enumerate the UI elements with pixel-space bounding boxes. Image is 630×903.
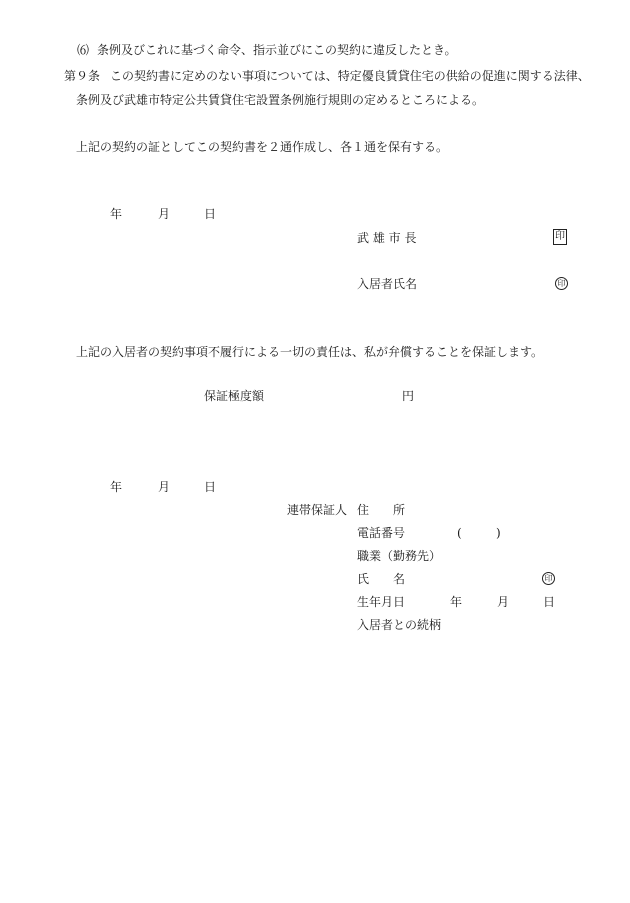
- guarantor-occupation-label: 職業（勤務先）: [357, 549, 442, 563]
- guarantor-birth-month: 月: [497, 595, 510, 609]
- guarantor-seal-mark: 印: [542, 572, 555, 585]
- guarantor-birth-year: 年: [450, 595, 463, 609]
- guarantor-relation-label: 入居者との続柄: [357, 618, 442, 632]
- article-line-1: この契約書に定めのない事項については、特定優良賃貸住宅の供給の促進に関する法律、: [110, 69, 590, 83]
- date2-year-label: 年: [110, 480, 123, 494]
- guarantor-title: 連帯保証人: [287, 503, 348, 517]
- clause-item-number: ⑹: [77, 43, 90, 57]
- guarantor-address-label: 住 所: [357, 503, 406, 517]
- guarantor-name-label: 氏 名: [357, 572, 406, 586]
- article-line-2: 条例及び武雄市特定公共賃貸住宅設置条例施行規則の定めるところによる。: [76, 93, 485, 107]
- clause-item-text: 条例及びこれに基づく命令、指示並びにこの契約に違反したとき。: [97, 43, 457, 57]
- guarantor-birth-day: 日: [543, 595, 556, 609]
- proof-statement: 上記の契約の証としてこの契約書を２通作成し、各１通を保有する。: [76, 140, 449, 154]
- mayor-label: 武 雄 市 長: [357, 231, 417, 245]
- date-month-label: 月: [158, 207, 171, 221]
- date-year-label: 年: [110, 207, 123, 221]
- guarantee-statement: 上記の入居者の契約事項不履行による一切の責任は、私が弁償することを保証します。: [76, 345, 544, 359]
- guarantee-limit-unit: 円: [402, 389, 415, 403]
- date2-month-label: 月: [158, 480, 171, 494]
- article-heading: 第９条: [64, 69, 101, 83]
- guarantor-phone-label: 電話番号: [357, 526, 406, 540]
- date-day-label: 日: [204, 207, 217, 221]
- resident-name-label: 入居者氏名: [357, 277, 418, 291]
- guarantor-phone-open-paren: (: [457, 526, 462, 540]
- guarantee-limit-label: 保証極度額: [204, 389, 265, 403]
- date2-day-label: 日: [204, 480, 217, 494]
- guarantor-birth-label: 生年月日: [357, 595, 406, 609]
- resident-seal-mark: 印: [555, 277, 568, 290]
- mayor-seal-mark: 印: [553, 229, 567, 245]
- guarantor-phone-close-paren: ): [496, 526, 501, 540]
